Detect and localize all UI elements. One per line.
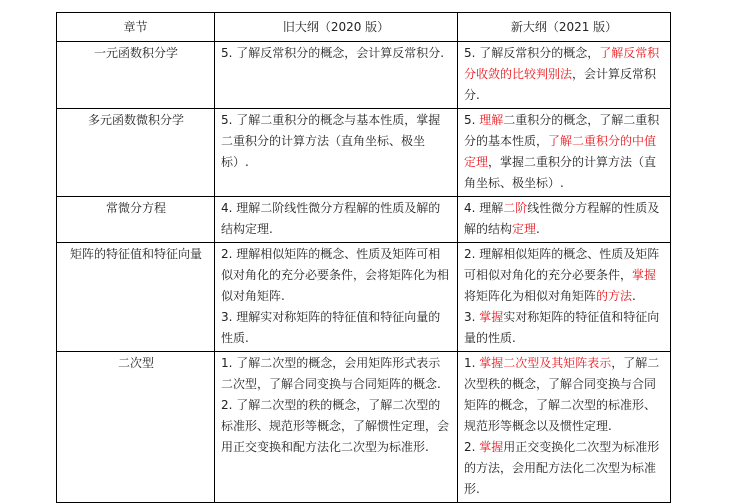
unchanged-text: 5. 了解反常积分的概念， bbox=[464, 46, 600, 60]
old-syllabus-cell bbox=[215, 42, 458, 109]
unchanged-text: 3. bbox=[464, 310, 480, 324]
new-syllabus-cell bbox=[458, 42, 671, 109]
unchanged-text: 4. 理解 bbox=[464, 201, 504, 215]
new-syllabus-cell bbox=[458, 352, 671, 503]
unchanged-text: ，了解二次型秩的概念，了解合同变换与合同矩阵的概念，了解二次型的标准形、规范形等概念以及惯性定理. bbox=[464, 356, 660, 433]
new-syllabus-cell bbox=[458, 109, 671, 197]
chapter-cell: 矩阵的特征值和特征向量 bbox=[57, 243, 215, 352]
chapter-cell: 二次型 bbox=[57, 352, 215, 503]
table-row bbox=[57, 42, 671, 109]
changed-text: 掌握 bbox=[479, 440, 504, 454]
header-chapter: 章节 bbox=[57, 13, 215, 42]
old-syllabus-item: 1. 了解二次型的概念，会用矩阵形式表示二次型，了解合同变换与合同矩阵的概念. bbox=[221, 356, 441, 391]
unchanged-text: 二重积分的概念，了解二重积分的基本性质， bbox=[464, 113, 660, 148]
changed-text: 了解反常积分收敛的比较判别法 bbox=[464, 46, 660, 81]
unchanged-text: 将矩阵化为相似对角矩阵 bbox=[464, 289, 597, 303]
old-syllabus-item: 2. 理解相似矩阵的概念、性质及矩阵可相似对角化的充分必要条件，会将矩阵化为相似对角矩阵. bbox=[221, 247, 450, 303]
changed-text: 的方法 bbox=[596, 289, 633, 303]
changed-text: 定理 bbox=[512, 222, 537, 236]
old-syllabus-cell bbox=[215, 109, 458, 197]
unchanged-text: ，掌握二重积分的计算方法（直角坐标、极坐标）. bbox=[464, 155, 657, 190]
new-syllabus-item bbox=[464, 244, 665, 307]
new-syllabus-item bbox=[464, 353, 665, 437]
new-syllabus-item bbox=[464, 307, 665, 349]
header-old-syllabus: 旧大纲（2020 版） bbox=[215, 13, 458, 42]
new-syllabus-item bbox=[464, 437, 665, 500]
new-syllabus-cell bbox=[458, 197, 671, 243]
chapter-cell: 多元函数微积分学 bbox=[57, 109, 215, 197]
table-row bbox=[57, 352, 671, 503]
new-syllabus-item bbox=[464, 43, 665, 106]
changed-text: 掌握 bbox=[632, 268, 657, 282]
table-row bbox=[57, 109, 671, 197]
unchanged-text: 2. 理解相似矩阵的概念、性质及矩阵可相似对角化的充分必要条件， bbox=[464, 247, 660, 282]
syllabus-comparison-table bbox=[56, 12, 671, 503]
unchanged-text: . bbox=[536, 222, 540, 236]
unchanged-text: ，会计算反常积分. bbox=[464, 67, 657, 102]
old-syllabus-item: 3. 理解实对称矩阵的特征值和特征向量的性质. bbox=[221, 310, 441, 345]
new-syllabus-item bbox=[464, 110, 665, 194]
old-syllabus-cell bbox=[215, 243, 458, 352]
unchanged-text: 用正交变换化二次型为标准形的方法，会用配方法化二次型为标准形. bbox=[464, 440, 660, 496]
changed-text: 二阶 bbox=[503, 201, 528, 215]
chapter-cell: 常微分方程 bbox=[57, 197, 215, 243]
changed-text: 掌握二次型及其矩阵表示 bbox=[479, 356, 612, 370]
old-syllabus-item: 5. 了解反常积分的概念，会计算反常积分. bbox=[221, 46, 445, 60]
old-syllabus-item: 5. 了解二重积分的概念与基本性质，掌握二重积分的计算方法（直角坐标、极坐标）. bbox=[221, 113, 441, 169]
unchanged-text: . bbox=[632, 289, 636, 303]
unchanged-text: 5. bbox=[464, 113, 480, 127]
old-syllabus-item: 4. 理解二阶线性微分方程解的性质及解的结构定理. bbox=[221, 201, 441, 236]
old-syllabus-cell bbox=[215, 352, 458, 503]
old-syllabus-cell bbox=[215, 197, 458, 243]
chapter-cell: 一元函数积分学 bbox=[57, 42, 215, 109]
unchanged-text: 1. bbox=[464, 356, 480, 370]
header-row bbox=[57, 13, 671, 42]
header-new-syllabus: 新大纲（2021 版） bbox=[458, 13, 671, 42]
changed-text: 理解 bbox=[479, 113, 504, 127]
unchanged-text: 线性微分方程解的性质及解的结构 bbox=[464, 201, 660, 236]
old-syllabus-item: 2. 了解二次型的秩的概念，了解二次型的标准形、规范形等概念，了解惯性定理，会用正交变换和配方法化二次型为标准形. bbox=[221, 398, 450, 454]
unchanged-text: 2. bbox=[464, 440, 480, 454]
new-syllabus-item bbox=[464, 198, 665, 240]
unchanged-text: 实对称矩阵的特征值和特征向量的性质. bbox=[464, 310, 660, 345]
changed-text: 了解二重积分的中值定理 bbox=[464, 134, 657, 169]
table-row bbox=[57, 243, 671, 352]
changed-text: 掌握 bbox=[479, 310, 504, 324]
new-syllabus-cell bbox=[458, 243, 671, 352]
table-row bbox=[57, 197, 671, 243]
